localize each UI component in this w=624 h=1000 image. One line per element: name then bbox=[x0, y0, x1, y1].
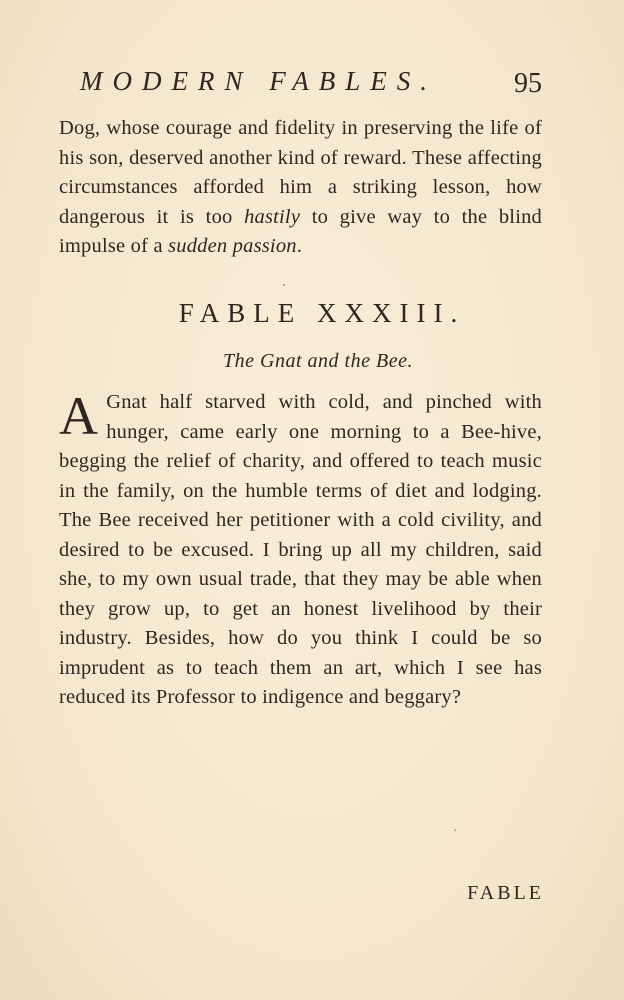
page-header bbox=[60, 66, 542, 106]
ink-speck bbox=[454, 829, 456, 831]
drop-cap: A bbox=[59, 386, 99, 446]
fable-paragraph bbox=[59, 388, 542, 713]
fable-heading: FABLE XXXIII. bbox=[178, 298, 466, 328]
continuation-paragraph bbox=[59, 114, 542, 262]
ink-speck bbox=[283, 284, 285, 286]
page-number: 95 bbox=[514, 68, 542, 99]
continuation-text-end: . bbox=[296, 235, 303, 257]
fable-text: Gnat half starved with cold, and pinched with hunger, came early one morning to a Bee-hive, begging the relief of charity, and offered to teach music in the family, on the humble terms of diet and lodging. The Bee received her petitioner with a cold civility, and desired to be excused. I bring up all my children, said she, to my own usual trade, that they may be able when they grow up, to get an honest livelihood by their industry. Besides, how do you think I could be so imprudent as to teach them an art, which I see has reduced its Professor to indigence and beggary? bbox=[59, 391, 542, 708]
catchword: FABLE bbox=[467, 882, 544, 904]
fable-subtitle: The Gnat and the Bee. bbox=[223, 350, 413, 372]
italic-word-hastily: hastily bbox=[244, 205, 301, 228]
continuation-text-middle: to give way to the blind impulse of a bbox=[59, 205, 542, 257]
italic-phrase-sudden-passion: sudden passion bbox=[168, 235, 297, 257]
running-title: MODERN FABLES. bbox=[80, 66, 437, 96]
continuation-text: Dog, whose courage and fidelity in preserving the life of his son, deserved another kind of reward. These affecting circumstances afforded him a striking lesson, how dangerous it is too bbox=[59, 117, 542, 228]
